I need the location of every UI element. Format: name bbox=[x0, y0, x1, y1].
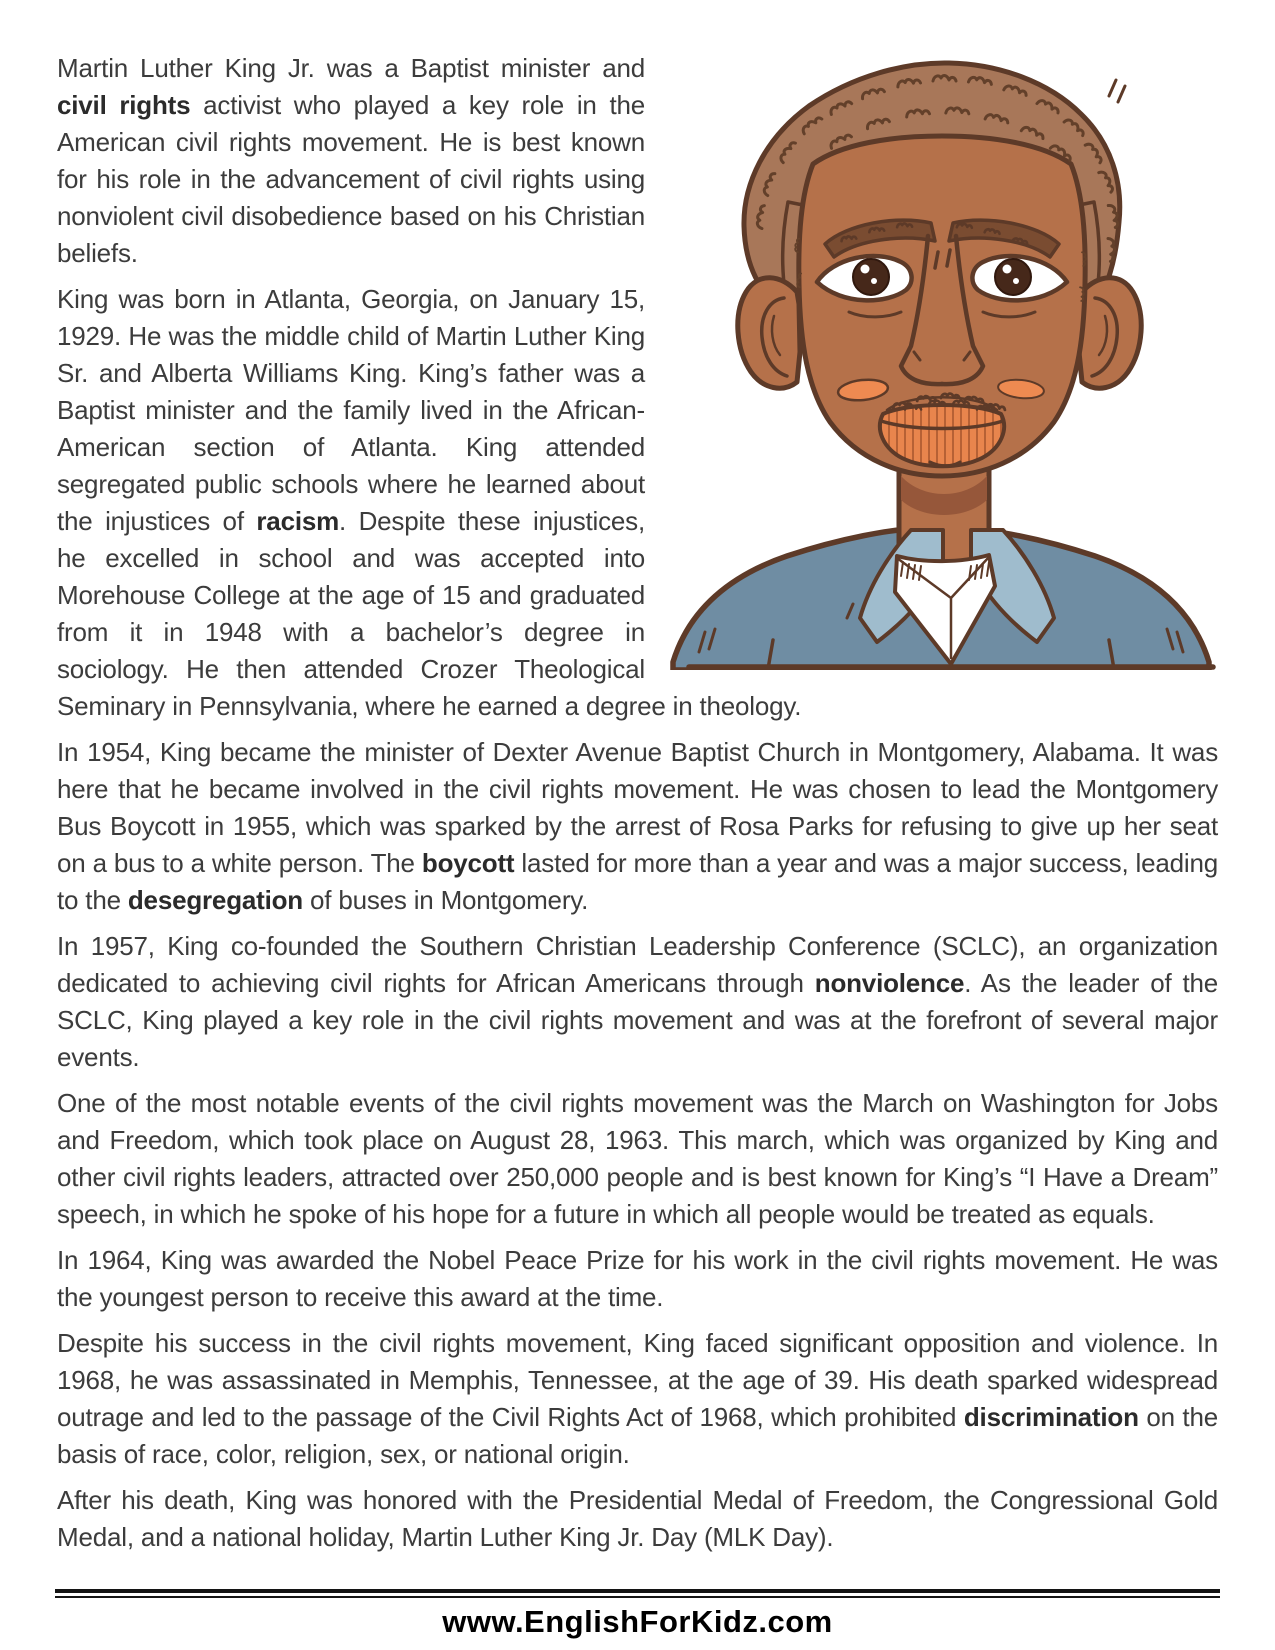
bold-term: discrimination bbox=[963, 1402, 1139, 1432]
paragraph bbox=[57, 1325, 1218, 1473]
text-segment: In 1964, King was awarded the Nobel Peace Prize for his work in the civil rights movement. He was the youngest person to receive this award at the time. bbox=[57, 1245, 1218, 1312]
text-segment: One of the most notable events of the civil rights movement was the March on Washington for Jobs and Freedom, which took place on August 28, 1963. This march, which was organized by King and other civil rights leaders, attracted over 250,000 people and is best known for King’s “I Have a Dream” speech, in which he spoke of his hope for a future in which all people would be treated as equals. bbox=[57, 1088, 1218, 1229]
paragraph bbox=[57, 928, 1218, 1076]
paragraph bbox=[57, 1085, 1218, 1233]
text-segment: King was born in Atlanta, Georgia, on January 15, 1929. He was the middle child of Martin Luther King Sr. and Alberta Williams King. King’s father was a Baptist minister and the family lived in the African-American section of Atlanta. King attended segregated public schools where he learned about the injustices of bbox=[57, 284, 645, 536]
text-segment: In 1957, King co-founded the Southern Christian Leadership Conference (SCLC), an organization dedicated to achieving civil rights for African Americans through bbox=[57, 931, 1218, 998]
footer-rule-thin bbox=[55, 1596, 1220, 1598]
text-segment: activist who played a key role in the American civil rights movement. He is best known for his role in the advancement of civil rights using nonviolent civil disobedience based on his Christian beliefs. bbox=[57, 90, 645, 268]
mlk-portrait-svg bbox=[661, 52, 1218, 670]
website-text: www.EnglishForKidz.com bbox=[442, 1604, 833, 1639]
paragraph bbox=[57, 1242, 1218, 1316]
text-segment: . Despite these injustices, he excelled in school and was accepted into Morehouse College at the age of 15 and graduated from it in 1948 with a bachelor’s degree in sociology. He then attended Crozer Theological Seminary in Pennsylvania, where he earned a degree in theology. bbox=[57, 506, 802, 721]
bold-term: nonviolence bbox=[814, 968, 965, 998]
text-segment: In 1954, King became the minister of Dexter Avenue Baptist Church in Montgomery, Alabama. It was here that he became involved in the civil rights movement. He was chosen to lead the Montgomery Bus Boycott in 1955, which was sparked by the arrest of Rosa Parks for refusing to give up her seat on a bus to a white person. The bbox=[57, 737, 1218, 878]
text-segment: lasted for more than a year and was a major success, leading to the bbox=[57, 848, 1218, 915]
text-segment: of buses in Montgomery. bbox=[302, 885, 589, 915]
bold-term: desegregation bbox=[127, 885, 303, 915]
article bbox=[57, 50, 1218, 1565]
footer bbox=[55, 1589, 1220, 1640]
text-segment: . As the leader of the SCLC, King played a key role in the civil rights movement and was at the forefront of several major events. bbox=[57, 968, 1218, 1072]
mlk-portrait-illustration bbox=[661, 52, 1218, 670]
bold-term: racism bbox=[256, 506, 340, 536]
text-segment: on the basis of race, color, religion, sex, or national origin. bbox=[57, 1402, 1218, 1469]
text-segment: Despite his success in the civil rights movement, King faced significant opposition and violence. In 1968, he was assassinated in Memphis, Tennessee, at the age of 39. His death sparked widespread outrage and led to the passage of the Civil Rights Act of 1968, which prohibited bbox=[57, 1328, 1218, 1432]
paragraph bbox=[57, 734, 1218, 919]
lips bbox=[880, 405, 1004, 466]
paragraph bbox=[57, 1482, 1218, 1556]
bold-term: civil rights bbox=[57, 90, 191, 120]
text-segment: Martin Luther King Jr. was a Baptist minister and bbox=[57, 53, 645, 83]
footer-rule-thick bbox=[55, 1589, 1220, 1593]
text-segment: After his death, King was honored with the Presidential Medal of Freedom, the Congressional Gold Medal, and a national holiday, Martin Luther King Jr. Day (MLK Day). bbox=[57, 1485, 1218, 1552]
bold-term: boycott bbox=[421, 848, 515, 878]
